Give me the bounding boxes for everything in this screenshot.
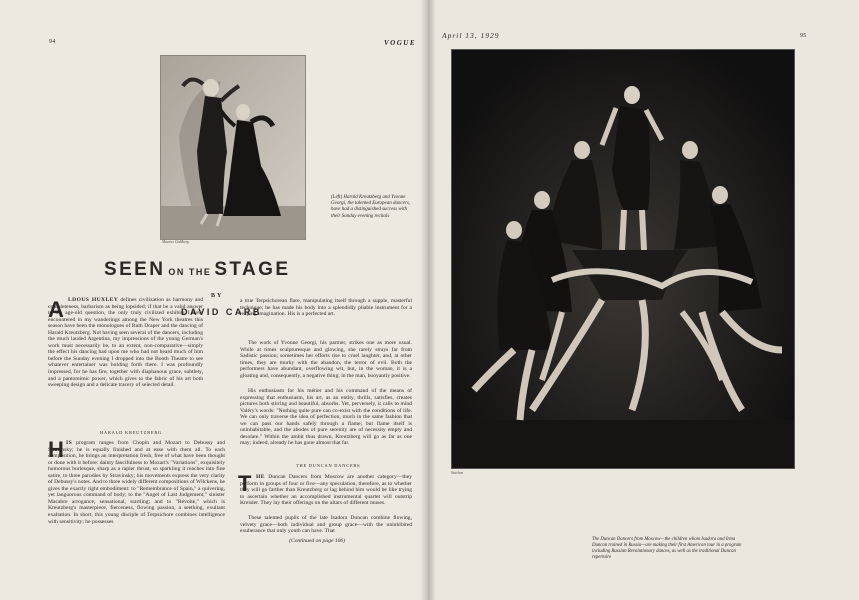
col1-para2-lead: IS <box>66 440 73 446</box>
col2-para4-text: Duncan Dancers from Moscow are another category—they perform in groups of four or five—any speculation, therefore, as to whether they will go farther than Kreutzberg or lag behind him would be like trying to ascertain whether an accomplished instrumental quartet will outstrip Kreisler. They lay their offerings on the altars of different muses. <box>240 474 412 507</box>
photo-caption-right: The Duncan Dancers from Moscow—the children whom Isadora and Irma Duncan trained in Russia—are making their first American tour in a program including Russian Revolutionary dances, as well as the traditional Duncan repertoire <box>592 537 742 560</box>
page-number-right: 95 <box>800 33 807 39</box>
title-word-on-the: ON THE <box>168 267 212 277</box>
col2-paragraph5: These talented pupils of the late Isadora Duncan combine flowing, velvety grace—both individual and group grace—with the uninhibited exuberance that only youth can have. That <box>240 515 412 535</box>
dancers-duo-illustration <box>161 56 305 239</box>
page-number-left: 94 <box>49 39 56 45</box>
byline-by: BY <box>211 293 224 299</box>
subhead-kreutzberg: HARALD KREUTZBERG <box>100 430 163 435</box>
title-word-seen: SEEN <box>104 259 166 280</box>
article-title <box>104 259 364 279</box>
col1-para2-text: program ranges from Chopin and Mozart to Debussy and Stravinsky; he is equally finished and at ease with them all. To each composition, he brings an interpretation fresh, free of what have been thought or done with it before: dainty fancifulness to Mozart's "Variations", exquisitely humorous burlesque, sharp as a rapier thrust, so sparkling it reaches into fine satire, to three parodies by Stravinsky; his movements express the very clarity of Debussy's notes. And to three widely different compositions of Wilckens, he gives the exactly right embodiment: to "Remembrance of Spain," a quivering, yet languorous command of body; to the "Angel of Last Judgement," sinister Macabre arrogance, sensational, startling; and to "Révolte," which is Kreutzberg's masterpiece, fierceness, flowing passion, a seething, exultant exaltation. In short, this young disciple of Terpsichore combines intelligence with sensitivity; he possesses <box>48 440 225 525</box>
issue-date: April 13, 1929 <box>442 31 500 40</box>
col2-paragraph2: The work of Yvonne Georgi, his partner, strikes one as more usual. While at times sculpturesque and glowing, she rarely strays far from Sadistic passion; sometimes her efforts rise to cruel laughter, and, at other times, they are murky with the abandon, the terror of evil. Both the performers have abundant, overflowing wit, but, in the woman, it is a gloating and, consequently, a negative thing; in the man, buoyantly positive. <box>240 340 412 379</box>
photo-caption-left: (Left) Harald Kreutzberg and Yvonne Georgi, the talented European dancers, have had a distinguished success with their Sunday evening recitals <box>331 195 411 219</box>
subhead-duncan: THE DUNCAN DANCERS <box>296 463 361 468</box>
kreutzberg-georgi-photo <box>160 55 306 240</box>
col2-paragraph3: His enthusiasm for his métier and his command of the means of expressing that enthusiasm, his art, as an entity, thrills, satisfies, creates pictures both stirring and beautiful, absorbs. Yet, perversely, it calls to mind Valéry's words: "Nothing quite pure can co-exist with the conditions of life. We can only traverse the idea of perfection, much in the same fashion that we can pass our hands safely through a flame; but flame itself is uninhabitable, and the abodes of pure serenity are of necessity empty and desolate." Within the ambit thus drawn, Kreutzberg will go as far as one may; indeed, already he has gone almost that far. <box>240 388 412 447</box>
title-word-stage: STAGE <box>214 259 291 280</box>
left-page <box>0 0 427 600</box>
dropcap-t: T <box>238 471 252 496</box>
col2-para4-lead: HE <box>256 474 265 480</box>
duncan-dancers-photo <box>451 49 795 469</box>
photo-credit-left: Maurice Goldberg <box>162 240 189 244</box>
col1-paragraph1 <box>48 297 203 389</box>
masthead: VOGUE <box>384 39 417 47</box>
col1-paragraph2 <box>48 437 225 562</box>
author-name: DAVID CARB <box>181 307 262 317</box>
col2-paragraph4 <box>238 471 412 514</box>
col2-paragraph1: a true Terpsichorean flare, manipulating itself through a supple, masterful technique; he has made his body into a splendidly pliable instrument for a leaping imagination. His is a perfected art. <box>240 298 412 318</box>
col1-para1-lead: LDOUS HUXLEY <box>68 297 119 303</box>
photo-credit-right: Steichen <box>451 471 464 475</box>
duncan-dancers-illustration <box>452 50 794 468</box>
dropcap-h: H <box>48 437 64 462</box>
col1-para1-text: defines civilization as harmony and completeness, barbarism as being lopsided; if that be a valid answer to the age-old question, the only truly civilized exhibits I have encountered in my wanderings among the New York theatres this season have been the monologues of Ruth Draper and the dancing of Harald Kreutzberg. Not having seen several of the dancers, including the much lauded Argentina, my impressions of the young German's work must necessarily be, to an extent, non-comparative—simply the effect his dancing had upon me who had not heard much of him before the Sunday evening I dropped into the Booth Theatre to see whatever entertainer was holding forth there. I was profoundly impressed, for he has fire, together with diaphanous grace, subtlety, and a pantomimic power, which gives to the fabric of his art both sweeping design and a delicate tracery of selected detail. <box>48 297 204 389</box>
dropcap-a: A <box>48 297 64 322</box>
spine-shadow <box>420 0 436 600</box>
continued-note: (Continued on page 106) <box>289 538 346 544</box>
